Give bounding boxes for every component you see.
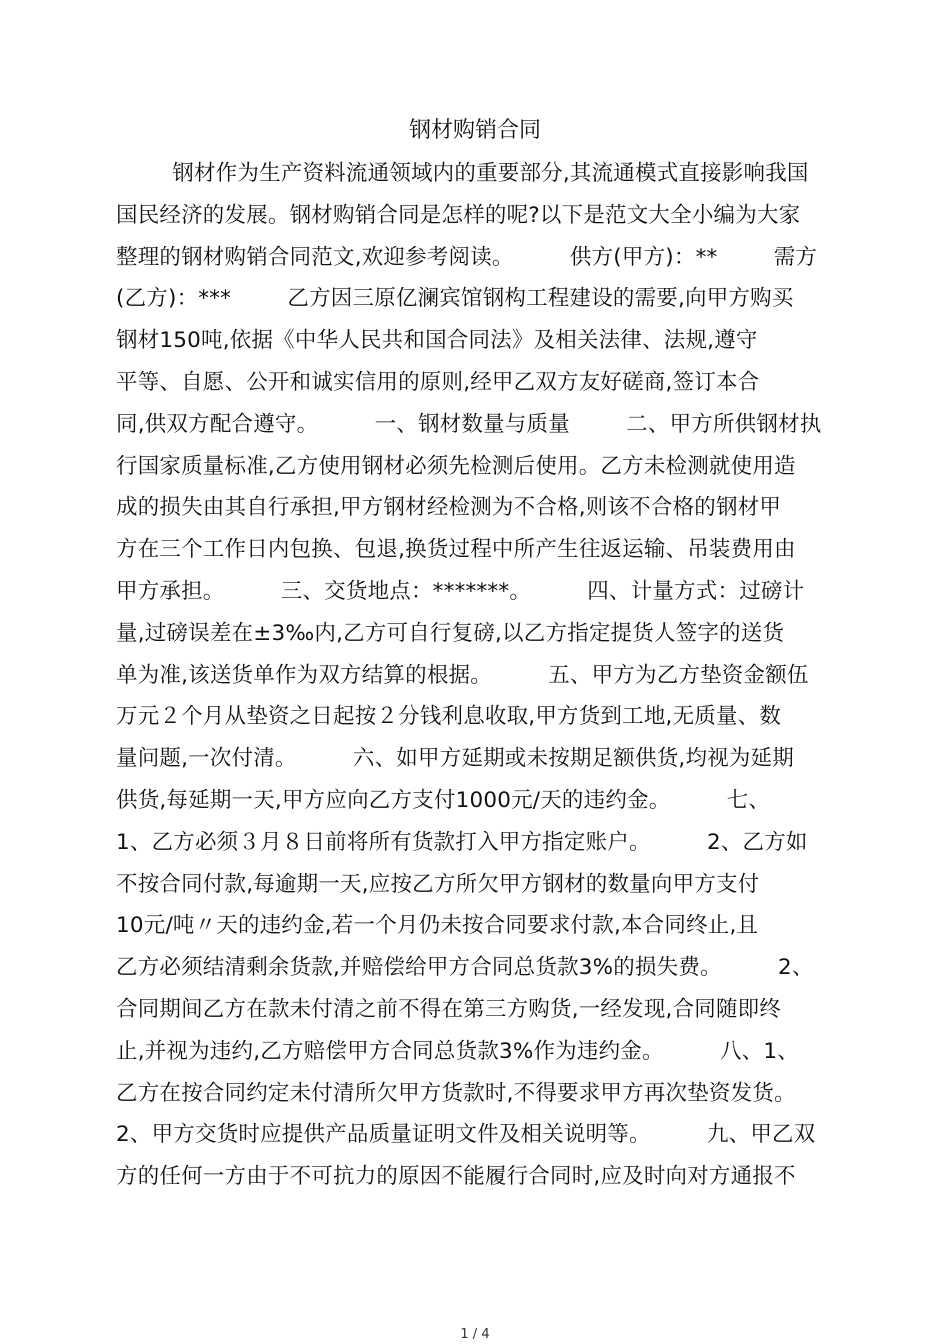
body-line: 不按合同付款,每逾期一天,应按乙方所欠甲方钢材的数量向甲方支付 [116, 871, 760, 897]
body-line: 1、乙方必须３月８日前将所有货款打入甲方指定账户。 2、乙方如 [116, 829, 808, 855]
body-line: 10元/吨〃天的违约金,若一个月仍未按合同要求付款,本合同终止,且 [116, 913, 759, 939]
body-line: 量,过磅误差在±3‰内,乙方可自行复磅,以乙方指定提货人签字的送货 [116, 620, 785, 646]
body-line: 方在三个工作日内包换、包退,换货过程中所产生往返运输、吊装费用由 [116, 537, 796, 563]
body-line: 整理的钢材购销合同范文,欢迎参考阅读。 供方(甲方)：** 需方 [116, 244, 818, 270]
document-title: 钢材购销合同 [408, 118, 541, 143]
body-line: 供货,每延期一天,甲方应向乙方支付1000元/天的违约金。 七、 [116, 787, 771, 813]
body-line: 方的任何一方由于不可抗力的原因不能履行合同时,应及时向对方通报不 [116, 1164, 796, 1190]
body-line: 钢材150吨,依据《中华人民共和国合同法》及相关法律、法规,遵守 [116, 328, 758, 354]
body-line: 乙方在按合同约定未付清所欠甲方货款时,不得要求甲方再次垫资发货。 [116, 1080, 796, 1106]
contract-body [116, 153, 836, 1198]
body-line: 甲方承担。 三、交货地点：*******。 四、计量方式：过磅计 [116, 578, 805, 604]
body-line: 乙方必须结清剩余货款,并赔偿给甲方合同总货款3%的损失费。 2、 [116, 955, 814, 981]
body-line: 单为准,该送货单作为双方结算的根据。 五、甲方为乙方垫资金额伍 [116, 662, 809, 688]
body-line: 合同期间乙方在款未付清之前不得在第三方购货,一经发现,合同随即终 [116, 996, 782, 1022]
body-line: 钢材作为生产资料流通领域内的重要部分,其流通模式直接影响我国 [116, 161, 809, 186]
body-line: 行国家质量标准,乙方使用钢材必须先检测后使用。乙方未检测就使用造 [116, 453, 796, 479]
page-number: 1 / 4 [460, 1327, 490, 1342]
body-line: 国民经济的发展。钢材购销合同是怎样的呢?以下是范文大全小编为大家 [116, 202, 801, 228]
body-line: 平等、自愿、公开和诚实信用的原则,经甲乙双方友好磋商,签订本合 [116, 369, 760, 395]
body-line: 2、甲方交货时应提供产品质量证明文件及相关说明等。 九、甲乙双 [116, 1122, 816, 1148]
body-line: 同,供双方配合遵守。 一、钢材数量与质量 二、甲方所供钢材执 [116, 411, 822, 437]
body-line: (乙方)：*** 乙方因三原亿澜宾馆钢构工程建设的需要,向甲方购买 [116, 286, 794, 312]
body-line: 止,并视为违约,乙方赔偿甲方合同总货款3%作为违约金。 八、1、 [116, 1038, 799, 1064]
body-line: 量问题,一次付清。 六、如甲方延期或未按期足额供货,均视为延期 [116, 746, 794, 772]
body-line: 成的损失由其自行承担,甲方钢材经检测为不合格,则该不合格的钢材甲 [116, 495, 782, 521]
body-line: 万元２个月从垫资之日起按２分钱利息收取,甲方货到工地,无质量、数 [116, 704, 782, 730]
